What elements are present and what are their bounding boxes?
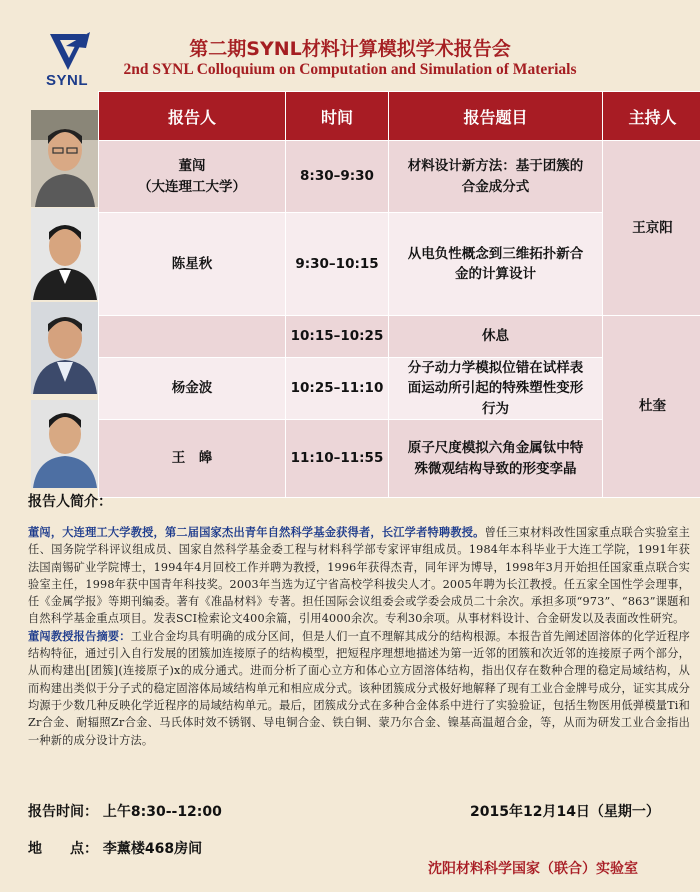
speaker-cell: 陈星秋 — [99, 213, 286, 316]
topic-cell: 从电负性概念到三维拓扑新合金的计算设计 — [389, 213, 603, 316]
speaker-photo-1 — [31, 110, 99, 207]
time-cell: 8:30–9:30 — [286, 141, 389, 213]
abstract-body: 工业合金均具有明确的成分区间，但是人们一直不理解其成分的结构根源。本报告首先阐述固溶体的化学近程序结构特征，通过引入自行发展的团簇加连接原子的结构模型，把短程序理想地描述为第一近邻的团簇和次近邻的连接原子两个部分，从而构建出[团簇](连接原子)x的成分通式。进而分析了面心立方和体心立方固溶体结构，指出仅存在数种合理的稳定局域结构，从而构建出类似于分子式的稳定固溶体局域结构单元和相应成分式。该种团簇成分式极好地解释了现有工业合金牌号成分，证实其成分均源于少数几种反映化学近程序的局域结构单元。最后，团簇成分式在多种合金体系中进行了实验验证，包括生物医用低弹模量Ti和Zr合金、耐辐照Zr合金、马氏体时效不锈钢、导电铜合金、铁白铜、蒙乃尔合金、镍基高温超合金，等，从而为研发工业合金指出一种新的成分设计方法。 — [28, 629, 690, 747]
place-info — [28, 838, 202, 858]
bio-lead: 董闯，大连理工大学教授，第二届国家杰出青年自然科学基金获得者，长江学者特聘教授。 — [28, 526, 485, 539]
time-cell: 10:15–10:25 — [286, 316, 389, 358]
abstract-lead: 董闯教授报告摘要： — [28, 629, 131, 643]
time-cell: 10:25–11:10 — [286, 358, 389, 420]
header-speaker: 报告人 — [99, 92, 286, 141]
organizer: 沈阳材料科学国家（联合）实验室 — [428, 861, 638, 877]
topic-cell: 休息 — [389, 316, 603, 358]
schedule-table — [98, 91, 700, 498]
time-value: 上午8:30--12:00 — [102, 804, 222, 820]
time-cell: 11:10–11:55 — [286, 420, 389, 498]
header-host: 主持人 — [603, 92, 700, 141]
speaker-affiliation: （大连理工大学） — [138, 178, 246, 195]
page-title-cn: 第二期SYNL材料计算模拟学术报告会 — [189, 38, 511, 60]
page-title-en: 2nd SYNL Colloquium on Computation and Simulation of Materials — [123, 61, 577, 78]
speaker-cell: 杨金波 — [99, 358, 286, 420]
logo-text: SYNL — [46, 72, 89, 89]
table-row-break — [99, 316, 700, 358]
speaker-photo-4 — [31, 400, 99, 488]
event-date: 2015年12月14日（星期一） — [470, 804, 660, 820]
host-cell: 杜奎 — [603, 316, 700, 498]
speaker-cell — [99, 316, 286, 358]
bio-text — [28, 524, 690, 749]
host-cell: 王京阳 — [603, 141, 700, 316]
speaker-cell: 王 皞 — [99, 420, 286, 498]
header-topic: 报告题目 — [389, 92, 603, 141]
time-label: 报告时间： — [28, 804, 98, 820]
place-label: 地 点： — [28, 841, 98, 857]
speaker-photo-3 — [31, 302, 99, 394]
table-header-row — [99, 92, 700, 141]
speaker-cell — [99, 141, 286, 213]
topic-cell: 原子尺度模拟六角金属钛中特殊微观结构导致的形变孪晶 — [389, 420, 603, 498]
place-value: 李薰楼468房间 — [102, 841, 203, 857]
header-time: 时间 — [286, 92, 389, 141]
table-row — [99, 141, 700, 213]
topic-cell: 分子动力学模拟位错在试样表面运动所引起的特殊塑性变形行为 — [389, 358, 603, 420]
speaker-photo-2 — [31, 208, 99, 300]
time-info — [28, 801, 222, 821]
time-cell: 9:30–10:15 — [286, 213, 389, 316]
bio-section-title: 报告人简介： — [28, 494, 112, 510]
abstract-paragraph — [28, 628, 690, 749]
topic-cell: 材料设计新方法：基于团簇的合金成分式 — [389, 141, 603, 213]
speaker-name: 董闯 — [178, 158, 206, 175]
bio-paragraph — [28, 524, 690, 628]
bio-body: 曾任三束材料改性国家重点联合实验室主任、国务院学科评议组成员、国家自然科学基金委工程与材料科学部专家评审组成员。1984年本科毕业于大连工学院，1991年获法国南锡矿业学院博士，1994年4月回校工作并聘为教授，1996年获得杰青，同年评为博导，1998年3月开始担任国家重点联合实验室主任，1998年获中国青年科技奖。2003年当选为辽宁省高校学科拔尖人才。2005年聘为长江教授。任五家全国性学会理事，任《金属学报》等期刊编委。著有《准晶材料》专著。担任国际会议组委会或学委会成员二十余次。承担多项“973”、“863”课题和自然科学基金重点项目。发表SCI检索论文400余篇，引用4000余次。专利30余项。从事材料设计、合金研发以及表面改性研究。 — [28, 526, 690, 626]
